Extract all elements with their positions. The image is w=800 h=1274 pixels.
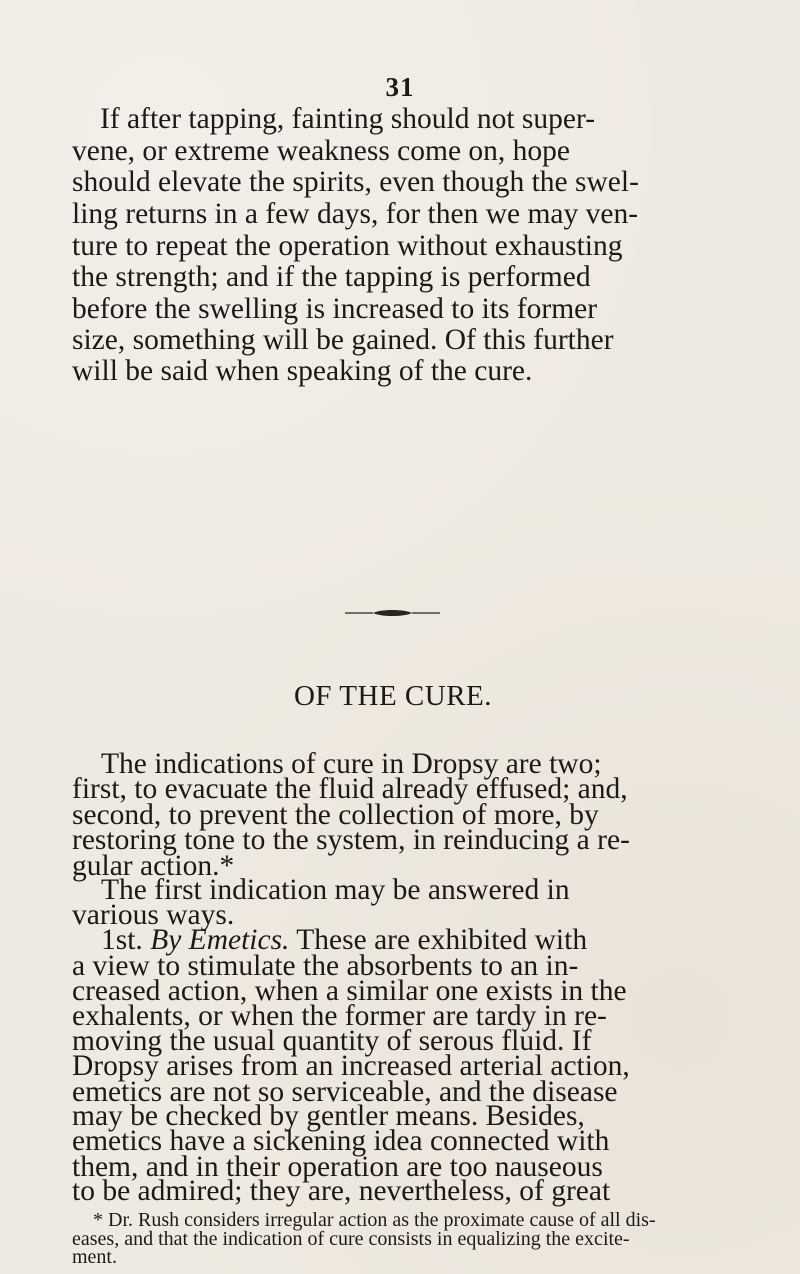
body-line-16: emetics have a sickening idea connected with: [72, 1125, 610, 1158]
paragraph-line-2: vene, or extreme weakness come on, hope: [72, 135, 571, 167]
body-line-17: them, and in their operation are too nauseous: [72, 1150, 603, 1183]
paragraph-line-1: If after tapping, fainting should not super-: [100, 103, 596, 135]
body-line-12: moving the usual quantity of serous fluid. If: [72, 1024, 592, 1057]
body-line-9: a view to stimulate the absorbents to an in-: [72, 949, 579, 982]
footnote-line-3: ment.: [72, 1246, 117, 1269]
paragraph-line-7: before the swelling is increased to its former: [72, 293, 598, 325]
body-line-3: second, to prevent the collection of more, by: [72, 798, 599, 831]
body-line-7: various ways.: [72, 899, 235, 932]
body-line-15: may be checked by gentler means. Besides,: [72, 1100, 585, 1133]
paragraph-line-3: should elevate the spirits, even though the swel-: [72, 166, 639, 198]
body-line-1: The indications of cure in Dropsy are two;: [101, 748, 602, 781]
paragraph-line-4: ling returns in a few days, for then we may ven-: [72, 198, 639, 230]
list-marker: 1st.: [101, 923, 151, 956]
body-line-4: restoring tone to the system, in reinducing a re-: [72, 824, 630, 857]
method-intro-text: These are exhibited with: [289, 923, 588, 956]
body-line-6: The first indication may be answered in: [101, 874, 570, 907]
section-heading: OF THE CURE.: [293, 680, 492, 712]
page-number: 31: [385, 72, 415, 102]
paragraph-line-9: will be said when speaking of the cure.: [72, 355, 533, 387]
footnote-line-1: * Dr. Rush considers irregular action as the proximate cause of all dis-: [93, 1208, 656, 1231]
body-line-14: emetics are not so serviceable, and the disease: [72, 1075, 618, 1108]
body-line-5: gular action.*: [72, 849, 235, 882]
paragraph-line-6: the strength; and if the tapping is performed: [72, 261, 591, 293]
body-line-13: Dropsy arises from an increased arterial action,: [72, 1050, 630, 1083]
footnote-line-2: eases, and that the indication of cure consists in equalizing the excite-: [72, 1228, 630, 1251]
paragraph-line-5: ture to repeat the operation without exhausting: [72, 230, 623, 262]
body-line-18: to be admired; they are, nevertheless, of great: [72, 1175, 611, 1208]
paragraph-line-8: size, something will be gained. Of this further: [72, 324, 614, 356]
body-line-2: first, to evacuate the fluid already effused; and,: [72, 773, 628, 806]
ornamental-rule-icon: [345, 609, 440, 617]
method-title: By Emetics.: [150, 923, 290, 956]
body-line-11: exhalents, or when the former are tardy in re-: [72, 999, 607, 1032]
body-line-10: creased action, when a similar one exists in the: [72, 975, 627, 1008]
